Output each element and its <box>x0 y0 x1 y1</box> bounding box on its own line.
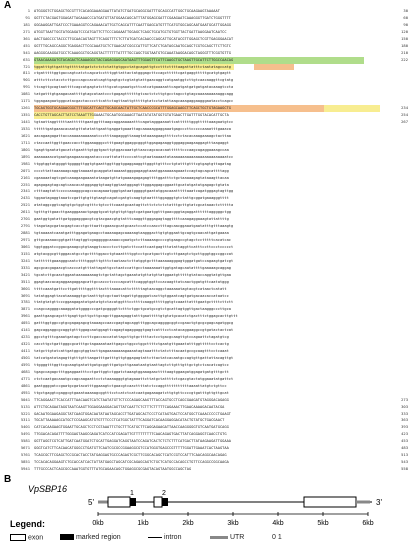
sequence-position: 1 <box>27 8 30 13</box>
sequence-row <box>4 313 410 320</box>
sequence-text: ggcctgtttcgaaatgatagctccttcgaccaccatattagcttgtgcttttactcctgacgcaagttgtccagaattctagatgtcg <box>34 335 229 340</box>
sequence-text: gaatggtgatattgatgggagggacgtcgtacgaacgtgtatttcaaggttgggagagtaggttttcaaagaggaaagtattattttg <box>34 217 229 222</box>
sequence-row <box>4 341 410 348</box>
sequence-position: 3781 <box>20 299 30 305</box>
sequence-text: ccagccaggggcaaaggatatggggcccgatgcggggttctttctggctgcatgccgtctgcattagtggttgactaagggcccttgca <box>34 307 232 312</box>
sequence-row <box>4 383 410 390</box>
utr-5-segment <box>98 501 108 504</box>
sequence-position: 1441 <box>20 119 30 125</box>
sequence-text: tgtaattaggtttttaattttttgaatggtttaagcaggaaaaaatttcagatagggaaaattcattttttgggtttttaaagaatgtcc <box>34 120 234 125</box>
sequence-text: GGTTAGGTCGTCATTGATCAATGGATCTGCATTGAGGATCAGGTAATCCAGATCACTCTCTCTTTCATGACTTATAAGAAGATTGGAAA <box>34 439 232 444</box>
sequence-text: gagcaggaggcgcaggtgtttggagcaatggagttcagagtagaggaggtgagtcatttcctcatacaggaaggccgtgatactactcat <box>34 328 234 333</box>
sequence-row <box>4 22 410 29</box>
sequence-text: GACAATGGAAGAGGCTATCAAGTGGACAATATAATAGCACCTTGATAGCACTCCCTCATAGTGACTCCATGGCTCAAACCCCCTGAAGT <box>34 411 232 416</box>
sequence-row <box>4 272 410 279</box>
sequence-text: agcgcacgagaacgtcacccatgtttattagattgcctaatccattgcctaaaaaaattggtgatagcaatattttgaaaaagcaggag <box>34 265 232 270</box>
sequence-position: 2341 <box>20 188 30 194</box>
sequence-text: TCAGCGCTTCGAGCTCCGCACTACCTATGAGGAGTGCCCAGAGTCGCTTCGGCACAGCTCATCCGTCCATTTCAACAGGCAACAGAG <box>34 453 227 458</box>
sequence-text: CACCTGTTAGCACTTATCCTAAATTTGGAAACTGCAATGGGAAAGTTAATATATATGGTGTATGAACTTGATTTGGTACACATTGCTA <box>34 113 229 118</box>
sequence-row <box>4 119 410 126</box>
sequence-row <box>4 230 410 237</box>
sequence-text: GTAACAAAGATGTACAGACTCAAAAGGCTACCAGAGGAGCAATAAGTTTGGAGTTCATTCAAGCTGCTAAGTTGCATTCTTGGCCAACAG <box>34 57 234 62</box>
sequence-text: tggaatagaggtaaatccgattgtgttgtaagtcagatcgatgtcaagtgtaattttggagggtgtctattgcggatgaaagggtttt <box>34 196 229 201</box>
sequence-panel <box>4 8 410 473</box>
sequence-row <box>4 105 410 112</box>
sequence-position: 4231 <box>20 334 30 340</box>
amino-acid-count: 210 <box>401 49 408 55</box>
sequence-row <box>4 244 410 251</box>
sequence-position: 1891 <box>20 153 30 159</box>
sequence-position: 3601 <box>20 285 30 291</box>
sequence-text: tgagttgaatatgacatctgaatttgtggtgacttgtggacaaatgttaaccagcacacaattttttcccaagcagaggaaaagccaa <box>34 147 229 152</box>
sequence-position: 1711 <box>20 139 30 145</box>
sequence-position: 4411 <box>20 348 30 354</box>
sequence-row <box>4 216 410 223</box>
sequence-row <box>4 195 410 202</box>
sequence-text: TGCATTAAAAAGCATGCTCCGAAGCATGTGTTTCCCTCATGGCTATTTCAGGATCACAAGGAGGACATACTGTATGCTGACGAACT <box>34 418 225 423</box>
exon-swatch <box>10 534 26 541</box>
amino-acid-count: 120 <box>401 28 408 34</box>
sequence-position: 3151 <box>20 250 30 256</box>
sequence-row <box>4 251 410 258</box>
sequence-text: GGGAAGGATTGATCCCTGAAAGGTCCAGAAACATTGCTCAGCATTTCAATTGAGCATGTTTCATGTGGCAGCAATGAATGCATTGGAGG <box>34 22 232 27</box>
sequence-row <box>4 431 410 438</box>
amino-acid-count: 513 <box>401 452 408 458</box>
sequence-row <box>4 147 410 154</box>
sequence-row <box>4 279 410 286</box>
sequence-position: 5491 <box>20 431 30 437</box>
amino-acid-count: 267 <box>401 119 408 125</box>
panel-a-label: A <box>4 0 12 11</box>
sequence-text: GGTTTGCAGCCAGGCTGAGGACTTCGCAAATGCTCTGAACATCGGCCATTGTTCATCTGATAGCAATGCAGCTCGTGCAGCTTCTTGTC <box>34 43 232 48</box>
legend-title: Legend: <box>10 519 45 529</box>
amino-acid-count: 483 <box>401 445 408 451</box>
sequence-position: 5941 <box>20 466 30 472</box>
sequence-row <box>4 258 410 265</box>
sequence-position: 5041 <box>20 396 30 402</box>
sequence-row <box>4 77 410 84</box>
sequence-row <box>4 202 410 209</box>
marked-region-swatch <box>60 534 74 540</box>
sequence-row <box>4 209 410 216</box>
sequence-row <box>4 188 410 195</box>
sequence-text: ttggtggtatggggttgggggttggtgtgaattggttggtggaggaaggttgggttgtttcctgtatttgtttcgtgagtgttagatag <box>34 161 232 166</box>
sequence-row <box>4 140 410 147</box>
sequence-text: tgtaaaaatcaaatgatttggagatgaagcctaaaaagagcaaaaagtaagggacttgtgtggaattgcagtgcaacattgatgaaaa <box>34 231 229 236</box>
gene-name: VpSBP16 <box>28 484 68 494</box>
sequence-row <box>4 397 410 404</box>
region-1-label: 1 <box>130 490 134 497</box>
sequence-text: TTGGACACAGATTTTGGGAGTAAGCGAGATCATCCATCGAGATTGTTTTTTTTTCAACAGAGTGACTTATCAGGAGGTCAACCTGTG <box>34 432 227 437</box>
sequence-position: 2161 <box>20 174 30 180</box>
sequence-position: 3511 <box>20 278 30 284</box>
sequence-position: 1621 <box>20 132 30 138</box>
sequence-row <box>4 466 410 473</box>
sequence-text: tgtttgttgaacttgaagggaaactgaggtgcattgtgttgttggtcgatgaatggtttgaacgggtagaggattttttagggggctgg <box>34 210 232 215</box>
sequence-text: GGGTCATCTTCACAACATGGGCCTGATGTTCAATCGCGCCGGAAGGCGTCCATGGGTGAGCCGTTTTTGGATTGAAATCACTAAGTAA <box>34 446 229 451</box>
sequence-position: 1801 <box>20 146 30 152</box>
sequence-text: ttagatagcgatacgagtcacctgcttaattcgaaacgcatgcaactccatccaacctttagcaacggaaatgaatatttgtttaaagtg <box>34 224 234 229</box>
exon-3 <box>304 497 356 507</box>
sequence-position: 5131 <box>20 403 30 409</box>
sequence-text: ttcagttgcagtaattttcagcatgagtatctttgcatcgaaatgcttcatcatgaaaaattcagatgatgatgatgatacaaagtccta <box>34 85 234 90</box>
sequence-row <box>4 15 410 22</box>
sequence-position: 2251 <box>20 181 30 187</box>
sequence-position: 2701 <box>20 216 30 222</box>
scale-tick-label: 2kb <box>182 520 194 527</box>
sequence-text: ctaccaattggttgaaccaccttggaaagggcctttgaagtggaggcgggttggagagaaggtgggaggaagaaggagtttaagaggt <box>34 140 229 145</box>
sequence-text: tatcatgatatagagttgtttgtttaagatttgatttgttgtggagagtattcttactatcacaatgccagtgttgattattacagttgt <box>34 356 234 360</box>
sequence-position: 1531 <box>20 125 30 131</box>
amino-acid-count: 333 <box>401 410 408 416</box>
sequence-row <box>4 126 410 133</box>
sequence-row <box>4 84 410 91</box>
sequence-position: 4861 <box>20 382 30 388</box>
sequence-position: 1261 <box>20 105 30 111</box>
sequence-row <box>4 348 410 355</box>
scale-tick-label: 4kb <box>272 520 284 527</box>
sequence-position: 631 <box>23 56 30 62</box>
sequence-position: 2971 <box>20 237 30 243</box>
sequence-text: ATGGGGTCTGGAGCTGCGTTTCACAGGAAAGGAATTATATCTGATGCAGGCGATTTGCAGCCATTGGCTGCAAGAAGTAAAAAT <box>34 9 220 13</box>
sequence-row <box>4 459 410 466</box>
sequence-text: agagagagtagcagtcaacacatgggaggtgtaagtggtaatgggagtttgggaggagcggaattgcatatgatatgagagctgtata <box>34 182 229 187</box>
legend-marked-region-label: marked region <box>75 534 121 541</box>
sequence-row <box>4 223 410 230</box>
sequence-text: cgaaaaatagtcgatcaaagaagaaaatataagatgttatgaaaagagagagttttggatttctgctaaaaagagtataaagttacaa <box>34 175 229 180</box>
sequence-position: 4141 <box>20 327 30 333</box>
three-prime-label: 3' <box>376 498 382 507</box>
sequence-position: 5851 <box>20 459 30 465</box>
sequence-row <box>4 299 410 306</box>
sequence-position: 2431 <box>20 195 30 201</box>
sequence-text: ATTCTGCAGAATAGGTAATCAAGTTGGAGGAAGGACAGTTATCAATTCTCTTTCTTTTTCAGAAACTTGAACAAAAGACAATACGA <box>34 404 225 409</box>
sequence-row <box>4 355 410 362</box>
sequence-row <box>4 417 410 424</box>
gene-structure-panel <box>4 476 410 550</box>
legend-utr <box>210 534 244 541</box>
sequence-row <box>4 320 410 327</box>
sequence-position: 811 <box>23 70 30 76</box>
sequence-text: ttggggtttggttcgcaagtgatattgatgcggtttgatgcttgaaataatgtaattagtcttgtttgttgctgtctcacatcagtcc <box>34 362 229 367</box>
scale-tick-label: 0kb <box>92 520 104 527</box>
amino-acid-count: 150 <box>401 35 408 41</box>
amino-acid-count: 30 <box>403 8 408 13</box>
exon-2 <box>154 497 162 507</box>
amino-acid-count: 222 <box>401 56 408 62</box>
intron-swatch <box>148 537 162 538</box>
sequence-row <box>4 98 410 105</box>
sequence-row <box>4 327 410 334</box>
sequence-position: 1351 <box>20 112 30 118</box>
gene-structure-diagram <box>4 488 410 528</box>
legend-marked-region <box>60 534 121 541</box>
sequence-text: ttatgtatgttcccggaagagatatgatatgtctacatggtttccttttcaaggtttttggtgtcaaattatttgaatgcttttcttctt <box>34 300 234 305</box>
amino-acid-count: 558 <box>401 466 408 472</box>
sequence-position: 991 <box>23 84 30 90</box>
sequence-position: 181 <box>23 21 30 27</box>
exon-1 <box>108 497 130 507</box>
sequence-text: ccccttattaaaaaagcaggtaaaaatgcaggatataaaaatggggagaggtaaatggaaaaaagaaatccagtagcagcattttagg <box>34 168 229 173</box>
sequence-text: tggatttgttgatttgtttttatgatctctctctattgtggcctatgcagattgtcctttcttttaagattatttctaatatagccatg <box>34 64 232 69</box>
sequence-position: 5311 <box>20 417 30 423</box>
amino-acid-count: 234 <box>401 105 408 111</box>
sequence-position: 451 <box>23 42 30 48</box>
amino-acid-count: 393 <box>401 424 408 430</box>
sequence-row <box>4 43 410 50</box>
legend-intron-label: intron <box>163 534 182 541</box>
sequence-position: 2881 <box>20 230 30 236</box>
sequence-row <box>4 445 410 452</box>
sequence-text: gatttggtggccgtgcgagagagcgtaaaagccaaccgagtagcaggtttggcagcaggggcggtccgaactgtgcgcgagcagatggcg <box>34 321 234 326</box>
sequence-position: 1171 <box>20 98 30 104</box>
amino-acid-count: 423 <box>401 431 408 437</box>
sequence-row <box>4 293 410 300</box>
sequence-text: TTCAGGAACTTCACCATTTAACAAGTCATCTAATATGTTCTCCCAGAGCAAGTTTACCAGTGCCTCAGCGAAGATGTAGGGACAGAGG <box>34 397 229 402</box>
amino-acid-count: 453 <box>401 438 408 444</box>
sequence-row <box>4 265 410 272</box>
sequence-position: 3691 <box>20 292 30 298</box>
utr-swatch <box>210 536 228 539</box>
amino-acid-count: 273 <box>401 396 408 402</box>
sequence-text: AACTGAGCCCTACCCTTGCAACAGTAGTTTCAGGTTTCTCTTATGATCACAACCCAGCATTGCATACGTTGGAGCTCGTTGAGGGAACAT <box>34 36 234 41</box>
sequence-text: ttttcaaatgattccttgatttttggttttactttaaaacattctttttagtaacaggctaaaaaatagtacgtcataactcatatt <box>34 286 227 291</box>
sequence-position: 4591 <box>20 361 30 367</box>
sequence-text: aaaaaaaacatgaatgaagaaacagaataccccattatattccccattcgtaataaaaatataaaaaaaaaaaaaaaaaaaaaaaaatcc <box>34 154 234 159</box>
sequence-text: ttttttgatgaaacacaatgttatatattgaattgaggatgaaattagcaaaaaggaggaaatgagcccttcccccaaaatttgaaaca <box>34 126 232 131</box>
sequence-position: 3331 <box>20 264 30 270</box>
sequence-text: tgagccagagctttggaggaatttcctgattggtctggatctaaagtggaaagaacttttaagtggaagatggagatgatgtttgctt <box>34 369 229 374</box>
sequence-row <box>4 404 410 411</box>
sequence-row <box>4 70 410 77</box>
sequence-text: tggagaagaatgggcatacgactaccccttcattctagttaattgtttttgtatcctatattaagcaaagaggaagggaatacctcagcc <box>34 99 234 104</box>
sequence-text: gaatggggatccgaatgcgatacatttggaaagtctgaacgtcaacttttatctccaggtttttttttttaaaattatgtctgttcc <box>34 383 227 388</box>
sequence-position: 2521 <box>20 202 30 208</box>
scale-axis <box>92 512 373 527</box>
sequence-position: 901 <box>23 77 30 83</box>
sequence-text: AAGGGCAAGGATGCCTCAAAGGCTGCAGGTACTTTTTTATTTTGCCAGCTGGTAATGTGCAAATAAGGACAGCTAGGGTTTCGGTGTTG <box>34 50 232 55</box>
sequence-row <box>4 237 410 244</box>
sequence-text: aacagaagagattaccaaaaaaaaaaaatccctttaagagggttaaagtataaaagaagttttcctctacacaaagaaaagctacttaa <box>34 133 232 138</box>
sequence-position: 5671 <box>20 445 30 451</box>
sequence-row <box>4 50 410 57</box>
sequence-position: 3871 <box>20 306 30 312</box>
sequence-text: ctgatttttggtgaccagtcatctcagcatcctttggttattactatgggagcttccagctttttcgatgaggtttttgcatgtgagtt <box>34 71 232 76</box>
sequence-position: 721 <box>23 63 30 69</box>
sequence-position: 2071 <box>20 167 30 173</box>
sequence-row <box>4 8 410 15</box>
sequence-text: caccttgctgattgggcgcatttgctagaaaataattgagcctggcctggcttttctgaatgttgaaatatttggtttttcctcactg <box>34 342 229 347</box>
sequence-row <box>4 376 410 383</box>
sequence-text: tatgcttgtatcattgatggcgtggtacttgagaaaaaaaagaaaatagtaaatttctatctttacaatgccgcaagtttcctcaaat <box>34 349 229 354</box>
five-prime-label: 5' <box>88 498 94 507</box>
sequence-position: 3241 <box>20 257 30 263</box>
sequence-position: 1981 <box>20 160 30 166</box>
sequence-row <box>4 452 410 459</box>
marked-region-1 <box>130 498 136 506</box>
sequence-text: ATGGTTAATTGGTATGGAGATCCCATGATTCTTCCCAGAAATTGGAGCTCAGCTGCATGCTGTGGTTACTGATTAAGGAATCAATCC <box>34 29 227 34</box>
sequence-row <box>4 154 410 161</box>
sequence-row <box>4 36 410 43</box>
sequence-text: TCCACACAGGAAGTCTGCACCATCACTATTATGAGCTAGCATCGCAGAGCAGTCTGCTCATGCCACAGCCTGTTCCAGGCCGGCAAGA <box>34 460 229 465</box>
legend-scale <box>272 534 282 541</box>
sequence-text: atttcttcctacctcttgcccagccacatcagttgagtgctcgtatgtattgaacaggtcatgaatggtcttgtcaacaaggttcgtatg <box>34 78 234 83</box>
amino-acid-count: 90 <box>403 21 408 27</box>
sequence-row <box>4 112 410 119</box>
sequence-row <box>4 362 410 369</box>
sequence-text: tatatggagttacataaaaggtgctaatttgtcgctaattagattgtggggatcacttgtggaatcagtgatgacaacaccataatcc <box>34 293 229 298</box>
sequence-position: 2611 <box>20 209 30 215</box>
sequence-text: tatgatttgtgaagacaattttgtagcataatccctgagagttttttgtcactctcttgtgcctagcctgtagcaaaaaaaaaaggcagg <box>34 92 234 97</box>
sequence-text: ggagtaacacagaggaagaggagcattgccaccctccccagcatttcagggtggttccacaagttatcaactggatgttcaatatggg <box>34 279 229 284</box>
legend-scale-label: 0 1 <box>272 534 282 541</box>
sequence-text: CATCACAAGAAGTGGAATTGCAGCTCCTCGTAAATTCTGCTTTCATGCTTCAGGAGAAGATTAACCAAGGGGGTGTCAATGATGCAGG <box>34 425 229 430</box>
panel-b-label: B <box>4 474 12 485</box>
legend-exon <box>10 534 43 541</box>
sequence-text: tattttttgaaagggcaatcttttgggtttgtttctaataactcttatggtgctttaaaaaagggagtgggatgatccagaagtgatcgt <box>34 258 234 263</box>
amino-acid-count: 180 <box>401 42 408 48</box>
marked-region-2 <box>162 498 168 506</box>
sequence-position: 541 <box>23 49 30 55</box>
sequence-text: ctttaagtattcccccaaagggcagccacagaaatgggtgataatgggggtgaatatggacaaatttttaaatcagatgggagtagttgg <box>34 189 234 194</box>
sequence-text: ttgctgaggtcgaggcgtgaaataaaaagcggtttcctcatctcatcaatgagaaagatcttgtgttccccgtgatttgttgttgcat <box>34 390 229 395</box>
sequence-position: 3061 <box>20 243 30 249</box>
scale-tick-label: 6kb <box>362 520 374 527</box>
sequence-text: atataggcggtcagtgtgctggtcgtttctgtccttcaaatgcaatagttcttctctctctatttgcttgtatcgcataaactcttttta <box>34 203 234 208</box>
utr-3-segment <box>356 501 370 504</box>
scale-tick-label: 3kb <box>227 520 239 527</box>
sequence-position: 4321 <box>20 341 30 347</box>
sequence-text: atgtacggcgttgggacatgcctgcttttggacctgtaaattttggtcctgcatgacttcgtcttgaagtctgcttgggtggccggccat <box>34 251 234 256</box>
sequence-row <box>4 29 410 36</box>
legend-intron <box>148 534 181 541</box>
sequence-row <box>4 411 410 418</box>
sequence-row <box>4 168 410 175</box>
sequence-row <box>4 57 410 64</box>
sequence-position: 91 <box>25 14 30 20</box>
sequence-row <box>4 306 410 313</box>
sequence-text: gttgcaaaaacggtgatttagtggtcgagggggcaaaaccgaatgctcttaaaaagccccgtgaagccgtagctcctttttcacatcac <box>34 238 232 243</box>
legend-exon-label: exon <box>27 534 44 542</box>
amino-acid-count: 303 <box>401 403 408 409</box>
sequence-position: 361 <box>23 35 30 41</box>
sequence-text: tggtgggatccggacgaaagcgtgtaaggtcaccctccttgatcttccattcaatgagtttatattaggttcatttccttccctccccct <box>34 244 234 249</box>
region-2-label: 2 <box>162 490 166 497</box>
sequence-row <box>4 161 410 168</box>
sequence-position: 271 <box>23 28 30 34</box>
legend-utr-label: UTR <box>229 534 245 541</box>
sequence-position: 1081 <box>20 91 30 97</box>
sequence-text: GGTTCTACGAGTGGAGATTAGAAACCCATGATGTTATGGAACAGCATTTATGGAGCGATTCGAAGAATCAAAGGGTTGATCTGGGTTTT <box>34 15 232 20</box>
sequence-position: 4501 <box>20 355 30 360</box>
sequence-row <box>4 438 410 445</box>
amino-acid-count: 254 <box>401 112 408 118</box>
sequence-position: 4771 <box>20 375 30 381</box>
sequence-position: 5761 <box>20 452 30 458</box>
sequence-text: gaattgaagcagctttgagttgcttgcttgcagcttggaagaggtatttgaatttttgtgtatgcacatctgactttctggagcacttgttt <box>34 314 238 319</box>
sequence-position: 2791 <box>20 223 30 229</box>
sequence-position: 3421 <box>20 271 30 277</box>
sequence-position: 3961 <box>20 313 30 319</box>
sequence-row <box>4 286 410 293</box>
scale-tick-label: 1kb <box>137 520 149 527</box>
sequence-row <box>4 334 410 341</box>
amino-acid-count: 60 <box>403 14 408 20</box>
sequence-row <box>4 424 410 431</box>
sequence-position: 4051 <box>20 320 30 326</box>
sequence-position: 5581 <box>20 438 30 444</box>
sequence-row <box>4 390 410 397</box>
sequence-position: 5221 <box>20 410 30 416</box>
sequence-row <box>4 64 410 71</box>
sequence-row <box>4 182 410 189</box>
sequence-text: ctctcaatgacaaatgccagcaagaattcctctaaaagggtgtagaaattcttatgctattttctcgacgtactatggaaatatgattct <box>34 376 234 381</box>
sequence-text: TGCAGTGGTGCAGAACGGCTTTGGCATTCAGTTGCAGCAACTATTGCTCAACCCGCATTTGGAGCAAGCTTCAGCTGCTGTAGAAGCTG <box>34 106 232 111</box>
sequence-row <box>4 175 410 182</box>
sequence-row <box>4 369 410 376</box>
amino-acid-count: 363 <box>401 417 408 423</box>
amino-acid-count: 543 <box>401 459 408 465</box>
sequence-position: 4681 <box>20 368 30 374</box>
sequence-row <box>4 133 410 140</box>
sequence-position: 4951 <box>20 389 30 395</box>
sequence-position: 5401 <box>20 424 30 430</box>
scale-tick-label: 5kb <box>317 520 329 527</box>
sequence-row <box>4 91 410 98</box>
sequence-text: TTTGCCCACTCAGCGCCAAATGGTGTTTATGCAGAACAGCTGGAGGCGCGAGTACAGTAATGGCCAGCTAG <box>34 467 192 472</box>
sequence-text: tgcatcttgcaactggaataaaaaaaaagtctgctattagctgaaatatgttatgttatggaatgtttttgtataccaggtatgttgaa <box>34 272 232 277</box>
